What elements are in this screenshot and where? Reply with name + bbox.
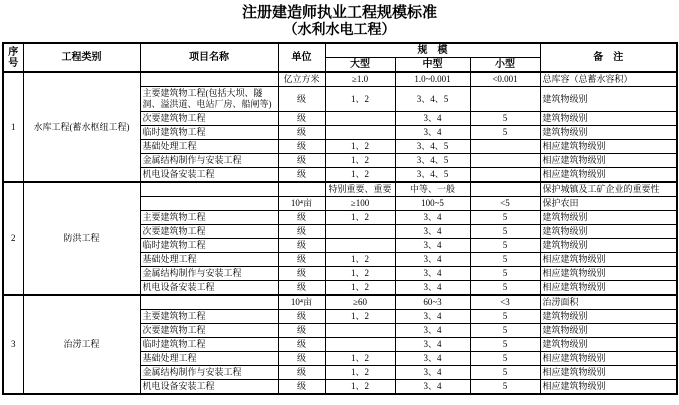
header-project: 项目名称: [140, 43, 278, 72]
cell-small: 5: [470, 112, 540, 126]
cell-project: [140, 182, 278, 197]
cell-small: 5: [470, 380, 540, 395]
cell-large: 1、2: [325, 380, 395, 395]
cell-remark: 相应建筑物级别: [540, 140, 677, 154]
cell-remark: 相应建筑物级别: [540, 380, 677, 395]
cell-small: 5: [470, 352, 540, 366]
cell-large: 1、2: [325, 281, 395, 296]
cell-medium: 3、4: [395, 211, 470, 225]
cell-medium: 3、4: [395, 366, 470, 380]
cell-unit: 级: [278, 87, 325, 112]
cell-small: 5: [470, 366, 540, 380]
cell-unit: 级: [278, 126, 325, 140]
cell-unit: 级: [278, 366, 325, 380]
cell-remark: 建筑物级别: [540, 112, 677, 126]
cell-small: 5: [470, 338, 540, 352]
cell-project: 基础处理工程: [140, 352, 278, 366]
cell-medium: 3、4: [395, 239, 470, 253]
cell-small: <3: [470, 295, 540, 310]
cell-unit: 级: [278, 281, 325, 296]
cell-project: 金属结构制作与安装工程: [140, 366, 278, 380]
cell-unit: 级: [278, 310, 325, 324]
cell-unit: 级: [278, 140, 325, 154]
cell-large: 1、2: [325, 140, 395, 154]
cell-small: 5: [470, 310, 540, 324]
cell-remark: 治涝面积: [540, 295, 677, 310]
cell-project: 基础处理工程: [140, 253, 278, 267]
cell-unit: 级: [278, 168, 325, 183]
cell-small: <0.001: [470, 72, 540, 87]
cell-project: 基础处理工程: [140, 140, 278, 154]
cell-medium: 3、4: [395, 380, 470, 395]
cell-small: [470, 182, 540, 197]
cell-project: 机电设备安装工程: [140, 380, 278, 395]
header-scale-small: 小型: [470, 58, 540, 73]
header-remark: 备 注: [540, 43, 677, 72]
cell-medium: 3、4、5: [395, 168, 470, 183]
cell-project: 临时建筑物工程: [140, 239, 278, 253]
header-seq: 序号: [3, 43, 23, 72]
cell-large: [325, 225, 395, 239]
cell-small: [470, 154, 540, 168]
cell-small: 5: [470, 267, 540, 281]
table-row: [3, 72, 677, 87]
cell-medium: 3、4: [395, 253, 470, 267]
cell-project: [140, 197, 278, 211]
cell-small: 5: [470, 324, 540, 338]
cell-remark: 相应建筑物级别: [540, 267, 677, 281]
table-row: [3, 295, 677, 310]
cell-unit: 级: [278, 253, 325, 267]
document-subtitle: （水利水电工程）: [283, 23, 396, 38]
cell-project: 主要建筑物工程(包括大坝、隧洞、溢洪道、电站厂房、船闸等): [140, 87, 278, 112]
cell-large: 1、2: [325, 366, 395, 380]
cell-unit: 10⁴亩: [278, 197, 325, 211]
cell-remark: 相应建筑物级别: [540, 154, 677, 168]
cell-large: 1、2: [325, 253, 395, 267]
cell-medium: 3、4: [395, 126, 470, 140]
cell-remark: 保护农田: [540, 197, 677, 211]
cell-unit: 级: [278, 225, 325, 239]
cell-project: 机电设备安装工程: [140, 281, 278, 296]
cell-project: 金属结构制作与安装工程: [140, 267, 278, 281]
cell-unit: 级: [278, 154, 325, 168]
cell-remark: 建筑物级别: [540, 225, 677, 239]
cell-remark: 建筑物级别: [540, 211, 677, 225]
cell-large: 特别重要、重要: [325, 182, 395, 197]
cell-project: 机电设备安装工程: [140, 168, 278, 183]
cell-medium: 3、4: [395, 281, 470, 296]
cell-category: 治涝工程: [23, 295, 140, 394]
cell-project: [140, 295, 278, 310]
header-row-1: [3, 43, 677, 58]
cell-project: 次要建筑物工程: [140, 324, 278, 338]
cell-large: [325, 126, 395, 140]
cell-medium: 3、4: [395, 310, 470, 324]
cell-medium: 3、4: [395, 338, 470, 352]
cell-section-number: 3: [3, 295, 23, 394]
cell-large: 1、2: [325, 154, 395, 168]
cell-large: [325, 239, 395, 253]
cell-large: 1、2: [325, 352, 395, 366]
cell-remark: 建筑物级别: [540, 338, 677, 352]
cell-project: 临时建筑物工程: [140, 126, 278, 140]
cell-remark: 相应建筑物级别: [540, 352, 677, 366]
scale-standard-table: [2, 42, 678, 395]
cell-remark: 建筑物级别: [540, 239, 677, 253]
table-body: [3, 72, 677, 394]
cell-project: 主要建筑物工程: [140, 310, 278, 324]
cell-medium: 3、4: [395, 267, 470, 281]
cell-unit: 级: [278, 211, 325, 225]
header-scale-medium: 中型: [395, 58, 470, 73]
cell-large: 1、2: [325, 310, 395, 324]
cell-small: [470, 168, 540, 183]
cell-unit: 级: [278, 352, 325, 366]
cell-large: 1、2: [325, 87, 395, 112]
cell-remark: 建筑物级别: [540, 87, 677, 112]
cell-remark: 建筑物级别: [540, 310, 677, 324]
cell-large: 1、2: [325, 267, 395, 281]
cell-medium: 3、4、5: [395, 154, 470, 168]
cell-remark: 建筑物级别: [540, 324, 677, 338]
cell-remark: 建筑物级别: [540, 126, 677, 140]
table-header: [3, 43, 677, 72]
cell-small: 5: [470, 253, 540, 267]
cell-large: ≥60: [325, 295, 395, 310]
cell-small: 5: [470, 281, 540, 296]
cell-project: [140, 72, 278, 87]
cell-project: 次要建筑物工程: [140, 225, 278, 239]
header-scale: 规 模: [325, 43, 540, 58]
cell-category: 水库工程(蓄水枢纽工程): [23, 72, 140, 182]
cell-project: 次要建筑物工程: [140, 112, 278, 126]
header-category: 工程类别: [23, 43, 140, 72]
cell-remark: 相应建筑物级别: [540, 366, 677, 380]
cell-medium: 3、4: [395, 225, 470, 239]
cell-large: ≥1.0: [325, 72, 395, 87]
cell-medium: 中等、一般: [395, 182, 470, 197]
cell-remark: 相应建筑物级别: [540, 253, 677, 267]
cell-large: ≥100: [325, 197, 395, 211]
cell-unit: 级: [278, 112, 325, 126]
cell-medium: 3、4、5: [395, 140, 470, 154]
cell-small: 5: [470, 239, 540, 253]
cell-remark: 总库容（总蓄水容积）: [540, 72, 677, 87]
header-scale-large: 大型: [325, 58, 395, 73]
cell-medium: 3、4、5: [395, 87, 470, 112]
document-title: 注册建造师执业工程规模标准: [241, 5, 437, 21]
cell-medium: 100~5: [395, 197, 470, 211]
cell-small: 5: [470, 225, 540, 239]
cell-medium: 3、4: [395, 352, 470, 366]
header-unit: 单位: [278, 43, 325, 72]
cell-small: [470, 87, 540, 112]
cell-project: 主要建筑物工程: [140, 211, 278, 225]
cell-medium: 3、4: [395, 324, 470, 338]
cell-project: 临时建筑物工程: [140, 338, 278, 352]
cell-medium: 3、4: [395, 112, 470, 126]
cell-medium: 60~3: [395, 295, 470, 310]
cell-unit: 级: [278, 239, 325, 253]
cell-section-number: 2: [3, 182, 23, 295]
cell-large: 1、2: [325, 211, 395, 225]
cell-unit: 级: [278, 267, 325, 281]
cell-section-number: 1: [3, 72, 23, 182]
cell-remark: 相应建筑物级别: [540, 281, 677, 296]
cell-large: [325, 324, 395, 338]
cell-unit: 级: [278, 338, 325, 352]
cell-unit: 10⁴亩: [278, 295, 325, 310]
cell-unit: 级: [278, 324, 325, 338]
cell-small: [470, 140, 540, 154]
cell-large: [325, 338, 395, 352]
table-row: [3, 182, 677, 197]
cell-category: 防洪工程: [23, 182, 140, 295]
cell-small: <5: [470, 197, 540, 211]
cell-small: 5: [470, 126, 540, 140]
cell-remark: 相应建筑物级别: [540, 168, 677, 183]
cell-project: 金属结构制作与安装工程: [140, 154, 278, 168]
cell-remark: 保护城镇及工矿企业的重要性: [540, 182, 677, 197]
cell-medium: 1.0~0.001: [395, 72, 470, 87]
cell-large: [325, 112, 395, 126]
cell-unit: 级: [278, 380, 325, 395]
cell-unit: 亿立方米: [278, 72, 325, 87]
cell-large: 1、2: [325, 168, 395, 183]
cell-unit: [278, 182, 325, 197]
cell-small: 5: [470, 211, 540, 225]
